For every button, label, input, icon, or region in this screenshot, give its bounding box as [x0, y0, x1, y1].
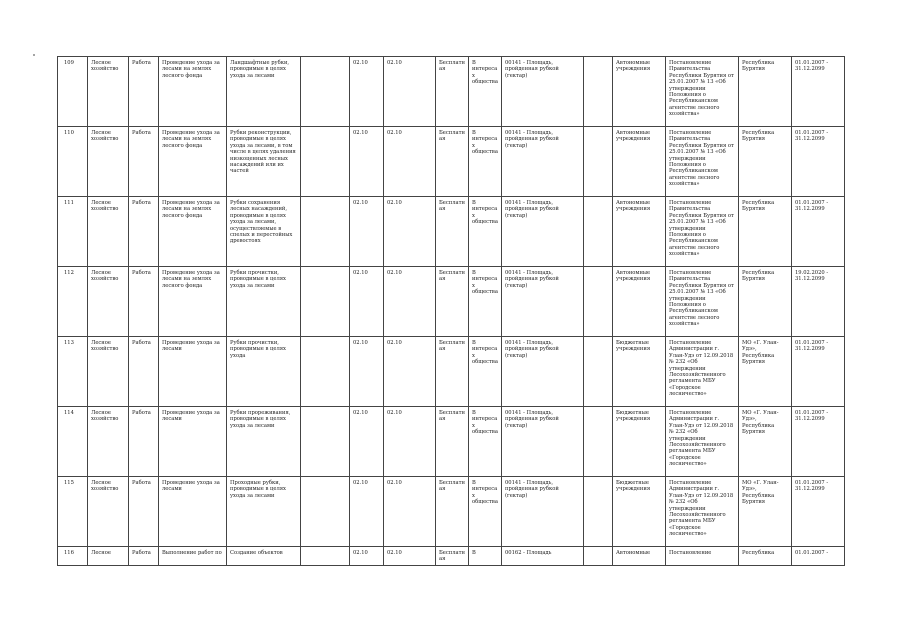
row-number: 112	[58, 267, 88, 337]
service-name: Проведение ухода за лесами на землях лесного фонда	[159, 127, 227, 197]
institution-type: Автономные учреждения	[613, 267, 666, 337]
okved-code-a: 02.10	[350, 127, 384, 197]
empty-cell-2	[584, 477, 613, 547]
institution-type: Бюджетные учреждения	[613, 477, 666, 547]
table-row	[58, 267, 845, 337]
legal-basis: Постановление Администрации г. Улан-Удэ от 12.09.2018 № 232 «Об утверждении Лесохозяйственного регламента МБУ «Городское лесничество»	[666, 477, 739, 547]
validity-period: 01.01.2007 - 31.12.2099	[792, 197, 845, 267]
service-content: Проходные рубки, проводимые в целях ухода за лесами	[227, 477, 301, 547]
territory: МО «Г. Улан-Удэ», Республика Бурятия	[739, 477, 792, 547]
beneficiary: В интересах общества	[469, 197, 502, 267]
empty-cell	[301, 477, 350, 547]
payment: Бесплатная	[436, 407, 469, 477]
table-row	[58, 477, 845, 547]
activity-area: Лесное хозяйство	[88, 337, 129, 407]
volume-indicator: 00141 - Площадь, пройденная рубкой (гектар)	[502, 127, 584, 197]
legal-basis: Постановление Правительства Республики Бурятия от 25.01.2007 № 13 «Об утверждении Положения о Республиканском агентстве лесного хозяйства»	[666, 267, 739, 337]
services-registry-table	[57, 56, 845, 566]
beneficiary: В	[469, 547, 502, 566]
service-content: Ландшафтные рубки, проводимые в целях ухода за лесами	[227, 57, 301, 127]
row-number: 113	[58, 337, 88, 407]
legal-basis: Постановление Правительства Республики Бурятия от 25.01.2007 № 13 «Об утверждении Положения о Республиканском агентстве лесного хозяйства»	[666, 197, 739, 267]
activity-area: Лесное хозяйство	[88, 57, 129, 127]
type: Работа	[129, 477, 159, 547]
validity-period: 01.01.2007 -	[792, 547, 845, 566]
service-name: Проведение ухода за лесами на землях лесного фонда	[159, 57, 227, 127]
type: Работа	[129, 57, 159, 127]
empty-cell-2	[584, 197, 613, 267]
payment: Бесплатная	[436, 337, 469, 407]
okved-code-a: 02.10	[350, 547, 384, 566]
territory: Республика Бурятия	[739, 57, 792, 127]
okved-code-b: 02.10	[384, 337, 436, 407]
empty-cell-2	[584, 127, 613, 197]
row-number: 115	[58, 477, 88, 547]
validity-period: 01.01.2007 - 31.12.2099	[792, 477, 845, 547]
territory: Республика Бурятия	[739, 197, 792, 267]
service-content: Создание объектов	[227, 547, 301, 566]
service-content: Рубки прореживания, проводимые в целях ухода за лесами	[227, 407, 301, 477]
okved-code-a: 02.10	[350, 477, 384, 547]
institution-type: Бюджетные учреждения	[613, 337, 666, 407]
institution-type: Автономные учреждения	[613, 197, 666, 267]
empty-cell-2	[584, 407, 613, 477]
okved-code-b: 02.10	[384, 407, 436, 477]
service-name: Проведение ухода за лесами	[159, 477, 227, 547]
service-content: Рубки реконструкции, проводимые в целях ухода за лесами, в том числе в целях удаления низкоценных лесных насаждений или их частей	[227, 127, 301, 197]
table-row	[58, 57, 845, 127]
volume-indicator: 00141 - Площадь, пройденная рубкой (гектар)	[502, 197, 584, 267]
validity-period: 01.01.2007 - 31.12.2099	[792, 127, 845, 197]
validity-period: 01.01.2007 - 31.12.2099	[792, 337, 845, 407]
empty-cell	[301, 197, 350, 267]
territory: Республика Бурятия	[739, 127, 792, 197]
table-row	[58, 407, 845, 477]
table-row	[58, 127, 845, 197]
service-name: Проведение ухода за лесами на землях лесного фонда	[159, 267, 227, 337]
type: Работа	[129, 197, 159, 267]
beneficiary: В интересах общества	[469, 477, 502, 547]
okved-code-b: 02.10	[384, 547, 436, 566]
territory: Республика Бурятия	[739, 267, 792, 337]
payment: Бесплатная	[436, 267, 469, 337]
activity-area: Лесное хозяйство	[88, 127, 129, 197]
beneficiary: В интересах общества	[469, 337, 502, 407]
row-number: 110	[58, 127, 88, 197]
territory: МО «Г. Улан-Удэ», Республика Бурятия	[739, 407, 792, 477]
payment: Бесплатная	[436, 477, 469, 547]
legal-basis: Постановление Администрации г. Улан-Удэ от 12.09.2018 № 232 «Об утверждении Лесохозяйственного регламента МБУ «Городское лесничество»	[666, 407, 739, 477]
service-content: Рубки прочистки, проводимые в целях ухода за лесами	[227, 267, 301, 337]
empty-cell	[301, 267, 350, 337]
row-number: 116	[58, 547, 88, 566]
service-name: Выполнение работ по	[159, 547, 227, 566]
okved-code-a: 02.10	[350, 267, 384, 337]
okved-code-b: 02.10	[384, 477, 436, 547]
type: Работа	[129, 547, 159, 566]
empty-cell-2	[584, 267, 613, 337]
service-name: Проведение ухода за лесами	[159, 337, 227, 407]
empty-cell-2	[584, 57, 613, 127]
beneficiary: В интересах общества	[469, 57, 502, 127]
type: Работа	[129, 267, 159, 337]
volume-indicator: 00141 - Площадь, пройденная рубкой (гектар)	[502, 407, 584, 477]
empty-cell	[301, 57, 350, 127]
volume-indicator: 00141 - Площадь, пройденная рубкой (гектар)	[502, 477, 584, 547]
territory: Республика	[739, 547, 792, 566]
okved-code-b: 02.10	[384, 127, 436, 197]
scan-speck	[33, 54, 35, 56]
institution-type: Бюджетные учреждения	[613, 407, 666, 477]
volume-indicator: 00141 - Площадь, пройденная рубкой (гектар)	[502, 267, 584, 337]
legal-basis: Постановление	[666, 547, 739, 566]
validity-period: 01.01.2007 - 31.12.2099	[792, 57, 845, 127]
territory: МО «Г. Улан-Удэ», Республика Бурятия	[739, 337, 792, 407]
type: Работа	[129, 127, 159, 197]
empty-cell	[301, 127, 350, 197]
type: Работа	[129, 337, 159, 407]
service-content: Рубки прочистки, проводимые в целях ухода	[227, 337, 301, 407]
empty-cell-2	[584, 547, 613, 566]
payment: Бесплатная	[436, 57, 469, 127]
table-row	[58, 547, 845, 566]
institution-type: Автономные	[613, 547, 666, 566]
volume-indicator: 00162 - Площадь	[502, 547, 584, 566]
row-number: 114	[58, 407, 88, 477]
okved-code-b: 02.10	[384, 57, 436, 127]
validity-period: 19.02.2020 - 31.12.2099	[792, 267, 845, 337]
legal-basis: Постановление Администрации г. Улан-Удэ от 12.09.2018 № 232 «Об утверждении Лесохозяйственного регламента МБУ «Городское лесничество»	[666, 337, 739, 407]
activity-area: Лесное хозяйство	[88, 197, 129, 267]
institution-type: Автономные учреждения	[613, 127, 666, 197]
table-row	[58, 337, 845, 407]
row-number: 109	[58, 57, 88, 127]
payment: Бесплатная	[436, 547, 469, 566]
row-number: 111	[58, 197, 88, 267]
okved-code-b: 02.10	[384, 267, 436, 337]
okved-code-b: 02.10	[384, 197, 436, 267]
okved-code-a: 02.10	[350, 337, 384, 407]
activity-area: Лесное	[88, 547, 129, 566]
beneficiary: В интересах общества	[469, 127, 502, 197]
table-body	[58, 57, 845, 566]
okved-code-a: 02.10	[350, 407, 384, 477]
activity-area: Лесное хозяйство	[88, 267, 129, 337]
volume-indicator: 00141 - Площадь, пройденная рубкой (гектар)	[502, 337, 584, 407]
service-content: Рубки сохранения лесных насаждений, проводимые в целях ухода за лесами, осуществляемые в спелых и перестойных древостоях	[227, 197, 301, 267]
type: Работа	[129, 407, 159, 477]
institution-type: Автономные учреждения	[613, 57, 666, 127]
legal-basis: Постановление Правительства Республики Бурятия от 25.01.2007 № 13 «Об утверждении Положения о Республиканском агентстве лесного хозяйства»	[666, 57, 739, 127]
empty-cell	[301, 547, 350, 566]
okved-code-a: 02.10	[350, 197, 384, 267]
empty-cell	[301, 407, 350, 477]
activity-area: Лесное хозяйство	[88, 477, 129, 547]
legal-basis: Постановление Правительства Республики Бурятия от 25.01.2007 № 13 «Об утверждении Положения о Республиканском агентстве лесного хозяйства»	[666, 127, 739, 197]
validity-period: 01.01.2007 - 31.12.2099	[792, 407, 845, 477]
service-name: Проведение ухода за лесами на землях лесного фонда	[159, 197, 227, 267]
service-name: Проведение ухода за лесами	[159, 407, 227, 477]
activity-area: Лесное хозяйство	[88, 407, 129, 477]
okved-code-a: 02.10	[350, 57, 384, 127]
table-row	[58, 197, 845, 267]
beneficiary: В интересах общества	[469, 267, 502, 337]
beneficiary: В интересах общества	[469, 407, 502, 477]
payment: Бесплатная	[436, 197, 469, 267]
volume-indicator: 00141 - Площадь, пройденная рубкой (гектар)	[502, 57, 584, 127]
empty-cell-2	[584, 337, 613, 407]
empty-cell	[301, 337, 350, 407]
payment: Бесплатная	[436, 127, 469, 197]
